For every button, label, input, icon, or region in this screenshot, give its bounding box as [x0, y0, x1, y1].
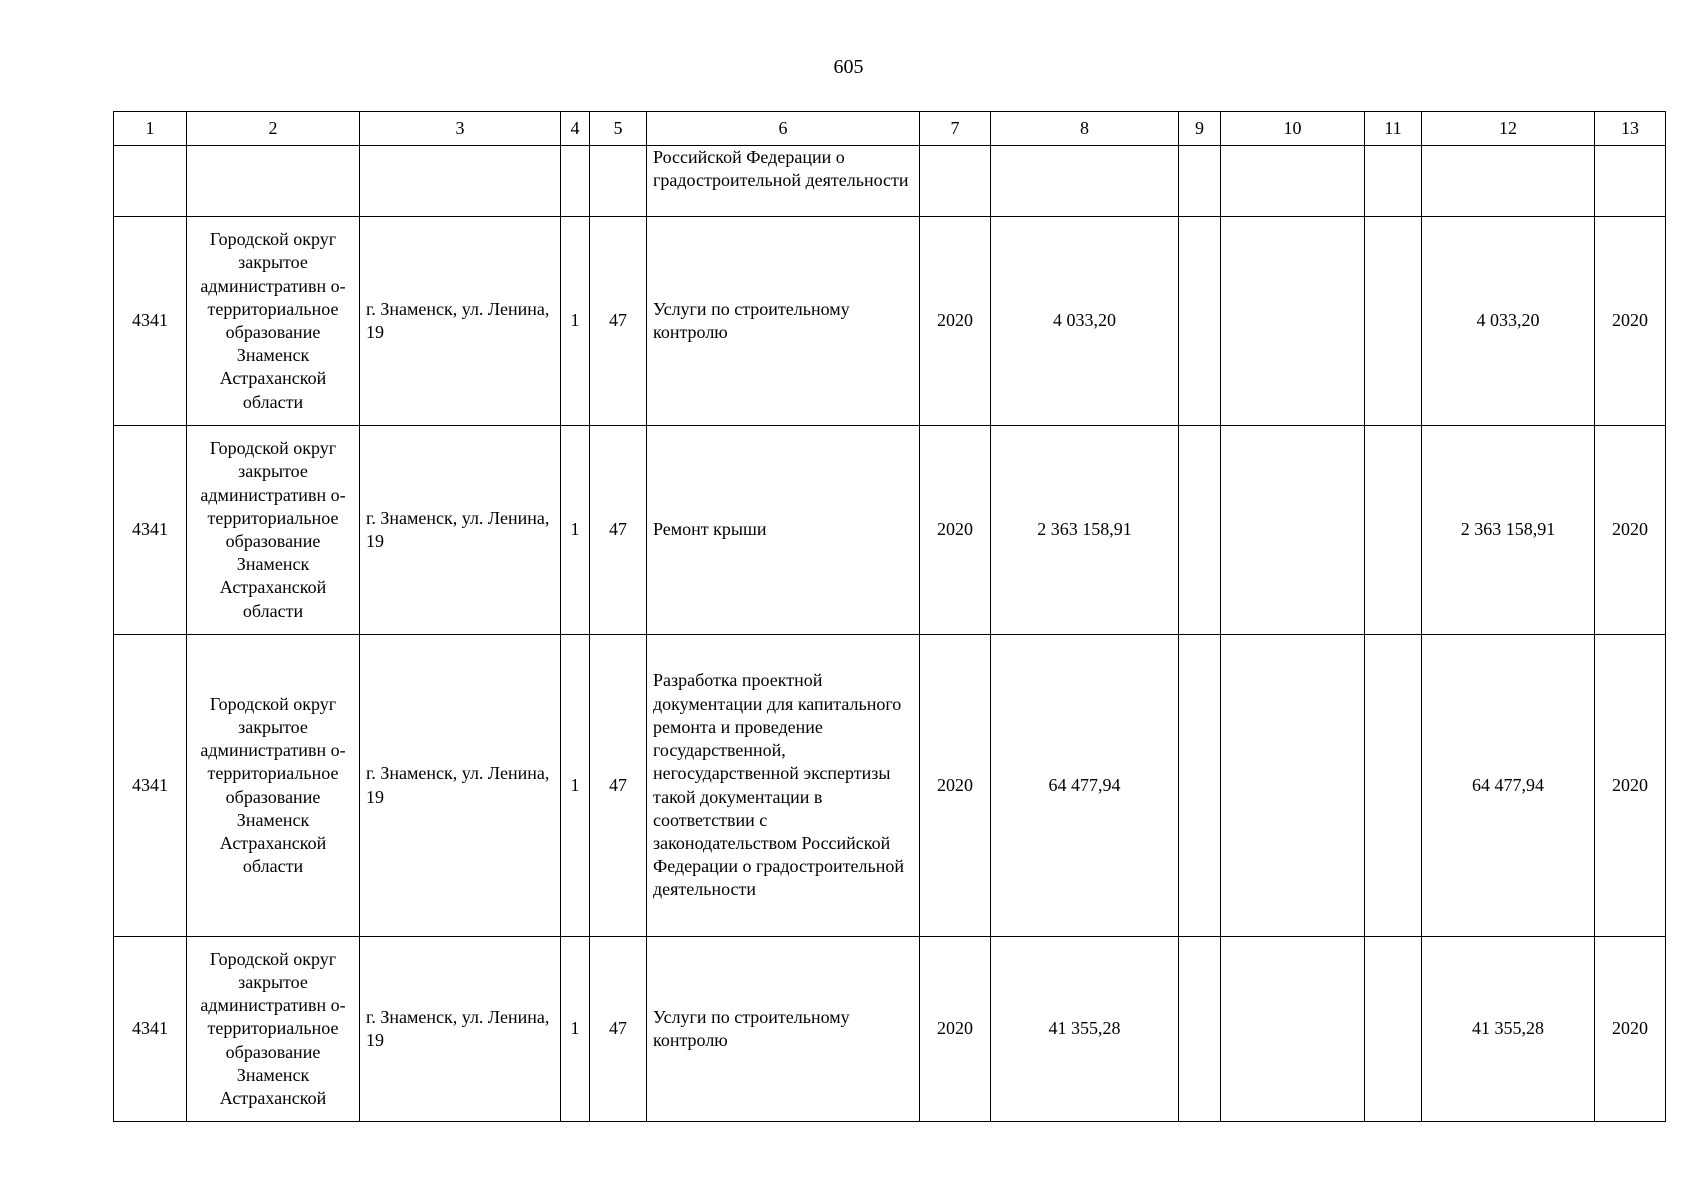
amount-total-cell: 2 363 158,91 — [1422, 426, 1595, 635]
cell-empty — [1179, 146, 1221, 217]
col5-cell: 47 — [590, 426, 647, 635]
col4-cell: 1 — [561, 635, 590, 937]
year-cell: 2020 — [920, 426, 991, 635]
header-cell-4: 4 — [561, 112, 590, 146]
table-row — [114, 937, 1666, 1122]
header-cell-6: 6 — [647, 112, 920, 146]
year-cell: 2020 — [920, 937, 991, 1122]
col4-cell: 1 — [561, 426, 590, 635]
year-cell: 2020 — [920, 217, 991, 426]
col9-cell — [1179, 217, 1221, 426]
code-cell: 4341 — [114, 635, 187, 937]
amount-total-cell: 41 355,28 — [1422, 937, 1595, 1122]
cell-empty — [1365, 146, 1422, 217]
col5-cell: 47 — [590, 635, 647, 937]
year-cell: 2020 — [920, 635, 991, 937]
description-cell: Разработка проектной документации для капитального ремонта и проведение государственной, негосударственной экспертизы такой документации в соответствии с законодательством Российской Федерации о градостроительной деятельности — [647, 635, 920, 937]
description-cell: Российской Федерации о градостроительной деятельности — [647, 146, 920, 217]
col11-cell — [1365, 937, 1422, 1122]
organization-cell: Городской округ закрытое административн о- территориальное образование Знаменск Астраханской области — [187, 217, 360, 426]
description-cell: Услуги по строительному контролю — [647, 217, 920, 426]
col10-cell — [1221, 937, 1365, 1122]
cell-empty — [1422, 146, 1595, 217]
code-cell: 4341 — [114, 426, 187, 635]
col10-cell — [1221, 635, 1365, 937]
cell-empty — [920, 146, 991, 217]
cell-empty — [360, 146, 561, 217]
col10-cell — [1221, 217, 1365, 426]
col11-cell — [1365, 426, 1422, 635]
code-cell: 4341 — [114, 217, 187, 426]
col11-cell — [1365, 217, 1422, 426]
table-row — [114, 426, 1666, 635]
amount-cell: 41 355,28 — [991, 937, 1179, 1122]
header-cell-2: 2 — [187, 112, 360, 146]
col4-cell: 1 — [561, 217, 590, 426]
amount-cell: 2 363 158,91 — [991, 426, 1179, 635]
col4-cell: 1 — [561, 937, 590, 1122]
header-cell-9: 9 — [1179, 112, 1221, 146]
table-row — [114, 217, 1666, 426]
header-cell-12: 12 — [1422, 112, 1595, 146]
header-cell-5: 5 — [590, 112, 647, 146]
cell-empty — [590, 146, 647, 217]
col9-cell — [1179, 635, 1221, 937]
col10-cell — [1221, 426, 1365, 635]
table-row — [114, 635, 1666, 937]
amount-total-cell: 4 033,20 — [1422, 217, 1595, 426]
description-cell: Услуги по строительному контролю — [647, 937, 920, 1122]
cell-empty — [114, 146, 187, 217]
amount-cell: 4 033,20 — [991, 217, 1179, 426]
year-end-cell: 2020 — [1595, 426, 1666, 635]
organization-cell: Городской округ закрытое административн о- территориальное образование Знаменск Астраханской области — [187, 426, 360, 635]
amount-total-cell: 64 477,94 — [1422, 635, 1595, 937]
header-cell-7: 7 — [920, 112, 991, 146]
header-cell-3: 3 — [360, 112, 561, 146]
header-cell-10: 10 — [1221, 112, 1365, 146]
code-cell: 4341 — [114, 937, 187, 1122]
col5-cell: 47 — [590, 937, 647, 1122]
address-cell: г. Знаменск, ул. Ленина, 19 — [360, 635, 561, 937]
cell-empty — [1221, 146, 1365, 217]
cell-empty — [991, 146, 1179, 217]
year-end-cell: 2020 — [1595, 217, 1666, 426]
header-cell-13: 13 — [1595, 112, 1666, 146]
table-header-row — [114, 112, 1666, 146]
col11-cell — [1365, 635, 1422, 937]
year-end-cell: 2020 — [1595, 937, 1666, 1122]
address-cell: г. Знаменск, ул. Ленина, 19 — [360, 426, 561, 635]
address-cell: г. Знаменск, ул. Ленина, 19 — [360, 217, 561, 426]
organization-cell: Городской округ закрытое административн о- территориальное образование Знаменск Астраханской — [187, 937, 360, 1122]
col9-cell — [1179, 426, 1221, 635]
description-cell: Ремонт крыши — [647, 426, 920, 635]
address-cell: г. Знаменск, ул. Ленина, 19 — [360, 937, 561, 1122]
header-cell-11: 11 — [1365, 112, 1422, 146]
header-cell-1: 1 — [114, 112, 187, 146]
header-cell-8: 8 — [991, 112, 1179, 146]
col9-cell — [1179, 937, 1221, 1122]
cell-empty — [1595, 146, 1666, 217]
amount-cell: 64 477,94 — [991, 635, 1179, 937]
organization-cell: Городской округ закрытое административн о- территориальное образование Знаменск Астраханской области — [187, 635, 360, 937]
page-number: 605 — [833, 56, 864, 78]
year-end-cell: 2020 — [1595, 635, 1666, 937]
cell-empty — [187, 146, 360, 217]
col5-cell: 47 — [590, 217, 647, 426]
cell-empty — [561, 146, 590, 217]
data-table — [113, 111, 1666, 1122]
continuation-row — [114, 146, 1666, 217]
